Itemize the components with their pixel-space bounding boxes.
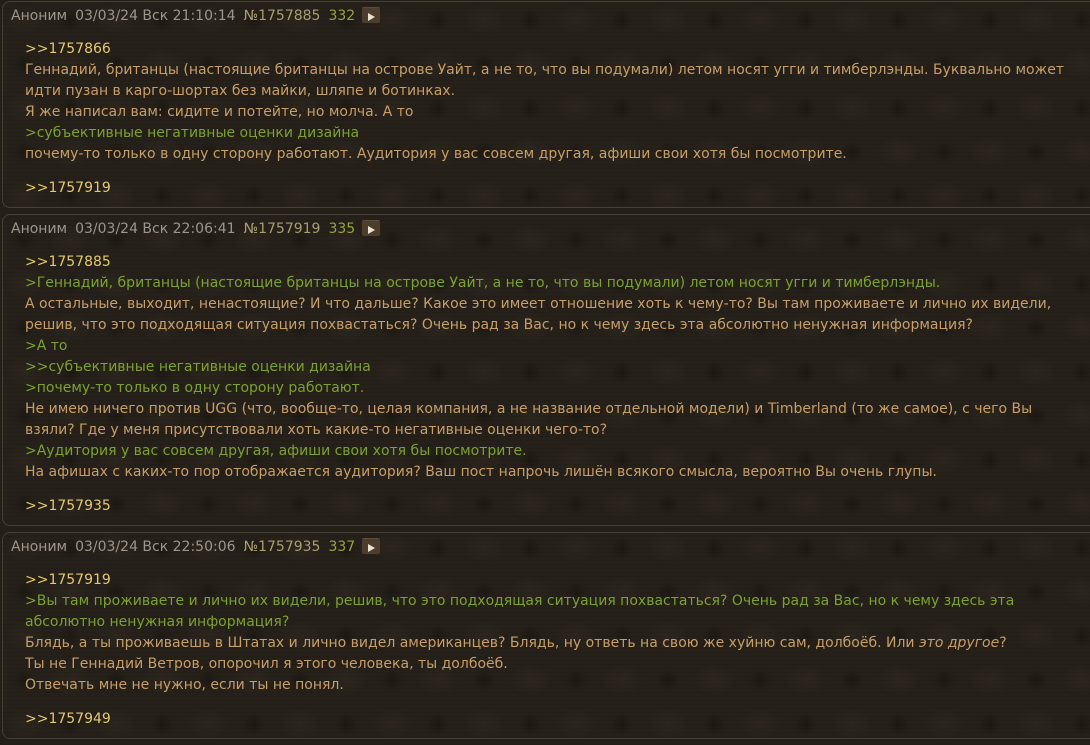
post-text-line — [25, 633, 1079, 654]
greentext-line: >Аудитория у вас совсем другая, афиши свои хотя бы посмотрите. — [25, 443, 527, 459]
greentext-line: >А то — [25, 338, 68, 354]
post — [2, 214, 1090, 526]
post-number-link[interactable]: №1757885 — [243, 8, 321, 24]
poster-name: Аноним — [11, 8, 68, 24]
post-date: 03/03/24 Вск 22:50:06 — [75, 539, 236, 555]
post-date: 03/03/24 Вск 22:06:41 — [75, 221, 236, 237]
expand-post-button[interactable] — [361, 220, 381, 237]
post-body — [25, 252, 1079, 483]
post-reference-link[interactable]: >>1757866 — [25, 41, 111, 57]
play-triangle-icon — [368, 544, 375, 552]
post-text-line: На афишах с каких-то пор отображается аудитория? Ваш пост напрочь лишён всякого смысла, вероятно Вы очень глупы. — [25, 464, 937, 480]
post-body — [25, 39, 1079, 165]
greentext-line: >Геннадий, британцы (настоящие британцы на острове Уайт, а не то, что вы подумали) летом носят угги и тимберлэнды. — [25, 275, 941, 291]
expand-post-button[interactable] — [361, 538, 381, 555]
post-text-line: Отвечать мне не нужно, если ты не понял. — [25, 677, 344, 693]
post-reference-row — [25, 252, 1079, 273]
post-replies — [25, 709, 1079, 730]
post-reference-row — [25, 570, 1079, 591]
post-number-link[interactable]: №1757935 — [243, 539, 321, 555]
greentext-line: >почему-то только в одну сторону работают. — [25, 380, 365, 396]
reply-link[interactable]: >>1757935 — [25, 498, 111, 514]
post-text-line: Геннадий, британцы (настоящие британцы на острове Уайт, а не то, что вы подумали) летом носят угги и тимберлэнды. Буквально может идти пузан в карго-шортах без майки, шляпе и ботинках. — [25, 62, 1065, 99]
post-header — [11, 6, 1079, 26]
plain-text: ? — [999, 635, 1007, 651]
post-reference-link[interactable]: >>1757919 — [25, 572, 111, 588]
post-text-line: Ты не Геннадий Ветров, опорочил я этого человека, ты долбоёб. — [25, 656, 508, 672]
reply-link[interactable]: >>1757949 — [25, 711, 111, 727]
reply-link[interactable]: >>1757919 — [25, 180, 111, 196]
greentext-line: >>субъективные негативные оценки дизайна — [25, 359, 371, 375]
greentext-line: >субъективные негативные оценки дизайна — [25, 125, 360, 141]
post-body — [25, 570, 1079, 696]
post-reference-row — [25, 39, 1079, 60]
play-triangle-icon — [368, 226, 375, 234]
plain-text: Блядь, а ты проживаешь в Штатах и лично видел американцев? Блядь, ну ответь на свою же хуйню сам, долбоёб. Или — [25, 635, 919, 651]
post-text-line: почему-то только в одну сторону работают. Аудитория у вас совсем другая, афиши свои хотя бы посмотрите. — [25, 146, 847, 162]
post-header — [11, 219, 1079, 239]
italic-text: это другое — [918, 635, 1000, 651]
post — [2, 532, 1090, 739]
poster-name: Аноним — [11, 539, 68, 555]
post-date: 03/03/24 Вск 21:10:14 — [75, 8, 236, 24]
post-text-line: Не имею ничего против UGG (что, вообще-то, целая компания, а не название отдельной модели) и Timberland (то же самое), с чего Вы взяли? Где у меня присутствовали хоть какие-то негативные оценки чего-то? — [25, 401, 1033, 438]
post-ordinal-link[interactable]: 332 — [328, 8, 356, 24]
post-replies — [25, 178, 1079, 199]
post-replies — [25, 496, 1079, 517]
poster-name: Аноним — [11, 221, 68, 237]
post-ordinal-link[interactable]: 335 — [328, 221, 356, 237]
post-ordinal-link[interactable]: 337 — [328, 539, 356, 555]
greentext-line: >Вы там проживаете и лично их видели, решив, что это подходящая ситуация похвастаться? Очень рад за Вас, но к чему здесь эта абсолютно ненужная информация? — [25, 593, 1015, 630]
post-header — [11, 537, 1079, 557]
post-text-line: А остальные, выходит, ненастоящие? И что дальше? Какое это имеет отношение хоть к чему-то? Вы там проживаете и лично их видели, решив, что это подходящая ситуация похвастаться? Очень рад за Вас, но к чему здесь эта абсолютно ненужная информация? — [25, 296, 1052, 333]
play-triangle-icon — [368, 13, 375, 21]
post-number-link[interactable]: №1757919 — [243, 221, 321, 237]
post — [2, 1, 1090, 208]
post-reference-link[interactable]: >>1757885 — [25, 254, 111, 270]
post-text-line: Я же написал вам: сидите и потейте, но молча. А то — [25, 104, 414, 120]
expand-post-button[interactable] — [361, 7, 381, 24]
